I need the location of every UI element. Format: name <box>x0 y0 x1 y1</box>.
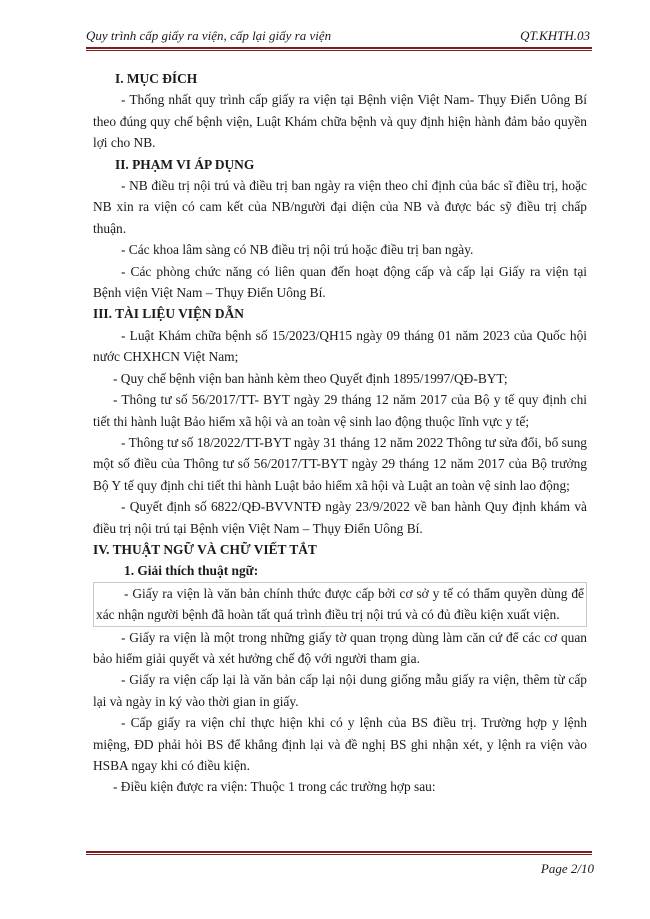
document-body <box>93 68 587 798</box>
paragraph: - Thông tư số 56/2017/TT- BYT ngày 29 tháng 12 năm 2017 của Bộ y tế quy định chi tiết thi hành luật Bảo hiểm xã hội và an toàn vệ sinh lao động thuộc lĩnh vực y tế; <box>93 392 587 429</box>
section-heading: III. TÀI LIỆU VIỆN DẪN <box>93 306 244 322</box>
paragraph: - Giấy ra viện là một trong những giấy tờ quan trọng dùng làm căn cứ để các cơ quan bảo hiểm giải quyết và xét hưởng chế độ với người tham gia. <box>93 629 587 666</box>
page-header <box>86 27 592 47</box>
paragraph: - Thông tư số 18/2022/TT-BYT ngày 31 tháng 12 năm 2022 Thông tư sửa đổi, bổ sung một số điều của Thông tư số 56/2017/TT-BYT ngày 29 tháng 12 năm 2017 của Bộ trưởng Bộ Y tế quy định chi tiết thi hành Luật bảo hiểm xã hội và Luật an toàn vệ sinh lao động; <box>93 434 587 493</box>
header-title: Quy trình cấp giấy ra viện, cấp lại giấy ra viện <box>86 28 332 43</box>
paragraph: - Các khoa lâm sàng có NB điều trị nội trú hoặc điều trị ban ngày. <box>121 242 474 258</box>
section-heading: I. MỤC ĐÍCH <box>115 71 198 86</box>
paragraph: - Giấy ra viện cấp lại là văn bản cấp lại nội dung giống mẫu giấy ra viện, thêm từ cấp lại và ngày in ký vào thời gian in giấy. <box>93 672 587 709</box>
paragraph: - Cấp giấy ra viện chỉ thực hiện khi có y lệnh của BS điều trị. Trường hợp y lệnh miệng, ĐD phải hỏi BS để khẳng định lại và đề nghị BS ghi nhận xét, y lệnh ra viện vào HSBA ngay khi có điều kiện. <box>93 715 587 773</box>
page-number: Page 2/10 <box>540 861 594 876</box>
section-heading: IV. THUẬT NGỮ VÀ CHỮ VIẾT TẮT <box>93 541 317 557</box>
subsection-heading: 1. Giải thích thuật ngữ: <box>124 563 259 579</box>
paragraph-highlighted: - Giấy ra viện là văn bản chính thức được cấp bởi cơ sở y tế có thẩm quyền dùng để xác nhận người bệnh đã hoàn tất quá trình điều trị nội trú và có đủ điều kiện xuất viện. <box>93 582 587 627</box>
header-rule <box>86 47 592 49</box>
footer-rule-thin <box>86 854 592 855</box>
header-rule-thin <box>86 50 592 51</box>
header-code: QT.KHTH.03 <box>520 28 590 43</box>
footer-rule <box>86 851 592 853</box>
paragraph: - Thống nhất quy trình cấp giấy ra viện tại Bệnh viện Việt Nam- Thụy Điển Uông Bí theo đúng quy chế bệnh viện, Luật Khám chữa bệnh và quy định hiện hành đảm bảo quyền lợi cho NB. <box>93 92 587 151</box>
section-heading: II. PHẠM VI ÁP DỤNG <box>115 156 255 172</box>
paragraph: - Các phòng chức năng có liên quan đến hoạt động cấp và cấp lại Giấy ra viện tại Bệnh viện Việt Nam – Thụy Điển Uông Bí. <box>93 263 587 301</box>
paragraph: - Quy chế bệnh viện ban hành kèm theo Quyết định 1895/1997/QĐ-BYT; <box>113 370 508 386</box>
paragraph: - NB điều trị nội trú và điều trị ban ngày ra viện theo chỉ định của bác sĩ điều trị, hoặc NB xin ra viện có cam kết của NB/người đại diện của NB và được bác sỹ điều trị chấp thuận. <box>93 178 587 236</box>
paragraph: - Điều kiện được ra viện: Thuộc 1 trong các trường hợp sau: <box>113 779 436 795</box>
paragraph: - Quyết định số 6822/QĐ-BVVNTĐ ngày 23/9/2022 về ban hành Quy định khám và điều trị nội trú tại Bệnh viện Việt Nam – Thụy Điển Uông Bí. <box>93 499 587 536</box>
paragraph: - Luật Khám chữa bệnh số 15/2023/QH15 ngày 09 tháng 01 năm 2023 của Quốc hội nước CHXHCN Việt Nam; <box>93 327 587 365</box>
